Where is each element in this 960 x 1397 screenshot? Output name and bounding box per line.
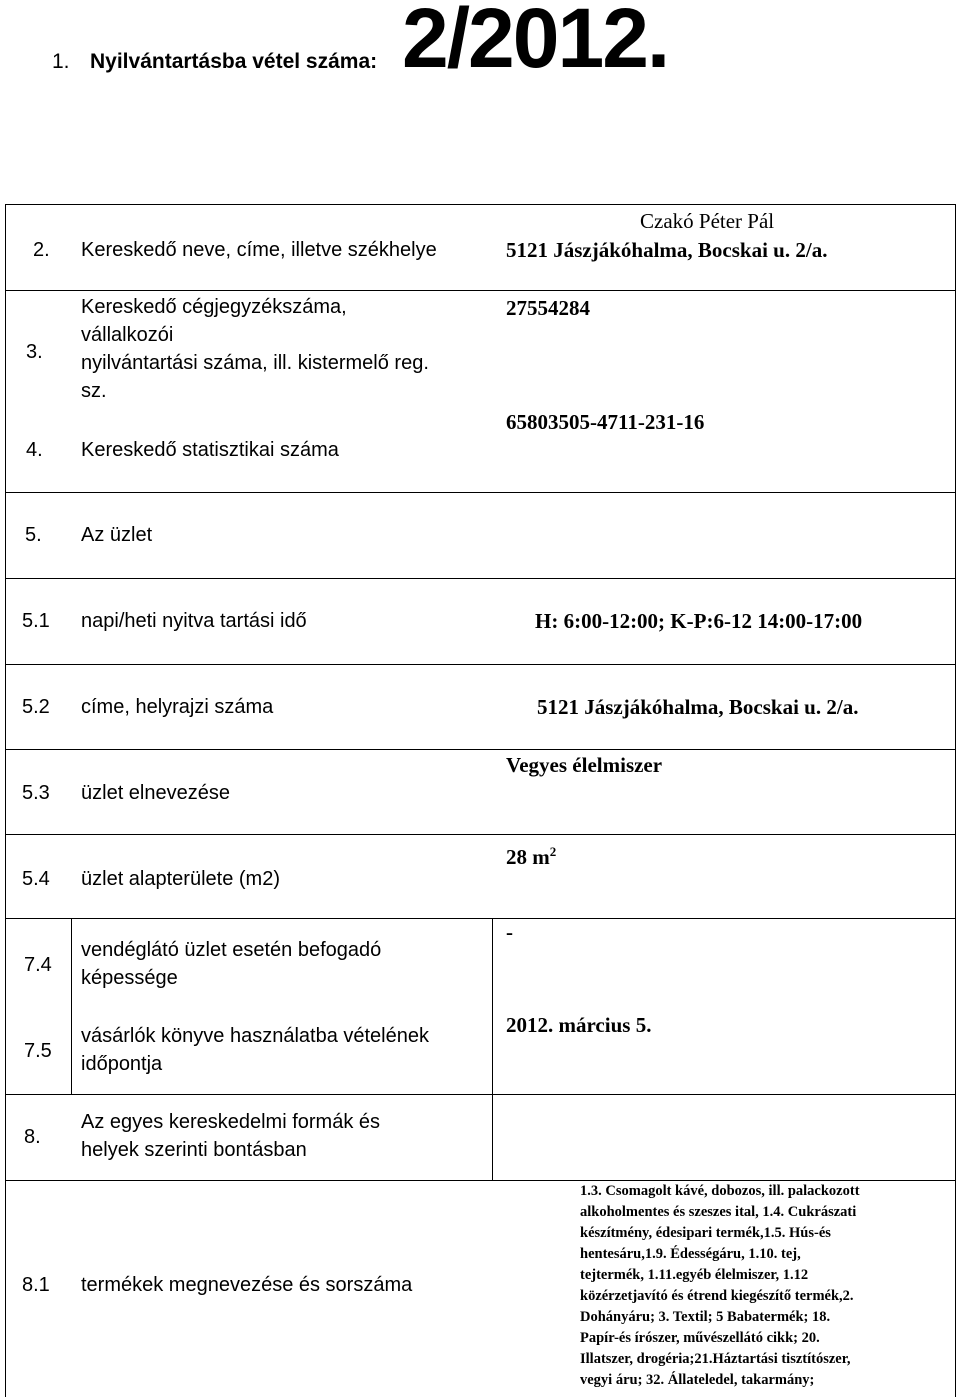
row-number: 8.1 <box>22 1274 50 1296</box>
row-number: 5.2 <box>22 696 50 718</box>
merchant-name-label: Kereskedő neve, címe, illetve székhelye <box>81 239 437 261</box>
column-divider <box>71 918 72 1094</box>
row-divider <box>5 1094 955 1095</box>
row-divider <box>5 664 955 665</box>
registration-number: 2/2012. <box>402 0 669 85</box>
seating-capacity-label: vendéglátó üzlet esetén befogadó <box>81 939 382 961</box>
statistical-number-label: Kereskedő statisztikai száma <box>81 439 339 461</box>
company-registry-label: nyilvántartási száma, ill. kistermelő reg. <box>81 352 429 374</box>
company-registry-label: vállalkozói <box>81 324 174 346</box>
company-registry-label: sz. <box>81 380 107 402</box>
row-divider <box>5 578 955 579</box>
column-divider <box>492 918 493 1094</box>
table-border-left <box>5 204 6 1397</box>
products-line: közérzetjavító és étrend kiegészítő termék,2. <box>580 1288 854 1304</box>
statistical-number-value: 65803505-4711-231-16 <box>506 410 705 434</box>
row-number: 5.3 <box>22 782 50 804</box>
shop-area-superscript: 2 <box>549 844 557 859</box>
products-line: tejtermék, 1.11.egyéb élelmiszer, 1.12 <box>580 1267 809 1283</box>
row-divider <box>5 492 955 493</box>
products-line: alkoholmentes és szeszes ital, 1.4. Cukrászati <box>580 1204 857 1220</box>
products-line: Dohányáru; 3. Textil; 5 Babatermék; 18. <box>580 1309 831 1325</box>
company-registry-label: Kereskedő cégjegyzékszáma, <box>81 296 347 318</box>
shop-name-value: Vegyes élelmiszer <box>506 753 663 777</box>
complaint-book-value: 2012. március 5. <box>506 1013 652 1037</box>
row-number: 5.1 <box>22 610 50 632</box>
row-divider <box>5 749 955 750</box>
column-divider <box>492 1094 493 1180</box>
seating-capacity-value: - <box>506 920 513 944</box>
company-registry-value: 27554284 <box>506 296 590 320</box>
row-number: 3. <box>26 341 43 363</box>
row-divider <box>5 834 955 835</box>
table-border-top <box>5 204 955 205</box>
complaint-book-label: vásárlók könyve használatba vételének <box>81 1025 429 1047</box>
complaint-book-label: időpontja <box>81 1053 163 1075</box>
row-number: 4. <box>26 439 43 461</box>
merchant-name-value: Czakó Péter Pál <box>640 209 775 233</box>
row-divider <box>5 290 955 291</box>
row-number: 5.4 <box>22 868 50 890</box>
trade-forms-label: Az egyes kereskedelmi formák és <box>81 1111 381 1133</box>
shop-address-value: 5121 Jászjákóhalma, Bocskai u. 2/a. <box>537 695 859 719</box>
products-label: termékek megnevezése és sorszáma <box>81 1274 413 1296</box>
row-number: 5. <box>25 524 42 546</box>
row-number: 7.4 <box>24 954 52 976</box>
opening-hours-value: H: 6:00-12:00; K-P:6-12 14:00-17:00 <box>535 609 863 633</box>
row-number: 7.5 <box>24 1040 52 1062</box>
merchant-address-value: 5121 Jászjákóhalma, Bocskai u. 2/a. <box>506 238 828 262</box>
products-line: hentesáru,1.9. Édességáru, 1.10. tej, <box>580 1246 801 1262</box>
trade-forms-label: helyek szerinti bontásban <box>81 1139 307 1161</box>
table-border-right <box>955 204 956 1397</box>
products-list <box>580 1181 952 1391</box>
products-line: Illatszer, drogéria;21.Háztartási tisztítószer, <box>580 1351 851 1367</box>
opening-hours-label: napi/heti nyitva tartási idő <box>81 610 307 632</box>
row-divider <box>5 918 955 919</box>
shop-section-label: Az üzlet <box>81 524 153 546</box>
products-line: 1.3. Csomagolt kávé, dobozos, ill. palackozott <box>580 1183 860 1199</box>
products-line: készítmény, édesipari termék,1.5. Hús-és <box>580 1225 831 1241</box>
shop-area-value: 28 $m^2$ <box>506 844 557 869</box>
products-line: Papír-és írószer, művészellátó cikk; 20. <box>580 1330 820 1346</box>
shop-area-label: üzlet alapterülete (m2) <box>81 868 280 890</box>
shop-name-label: üzlet elnevezése <box>81 782 230 804</box>
seating-capacity-label: képessége <box>81 967 178 989</box>
header-label: Nyilvántartásba vétel száma: <box>90 50 378 73</box>
row-number: 8. <box>24 1126 41 1148</box>
shop-address-label: címe, helyrajzi száma <box>81 696 274 718</box>
row-number: 2. <box>33 239 50 261</box>
header-number: 1. <box>52 50 70 73</box>
products-line: vegyi áru; 32. Állateledel, takarmány; <box>580 1372 815 1388</box>
